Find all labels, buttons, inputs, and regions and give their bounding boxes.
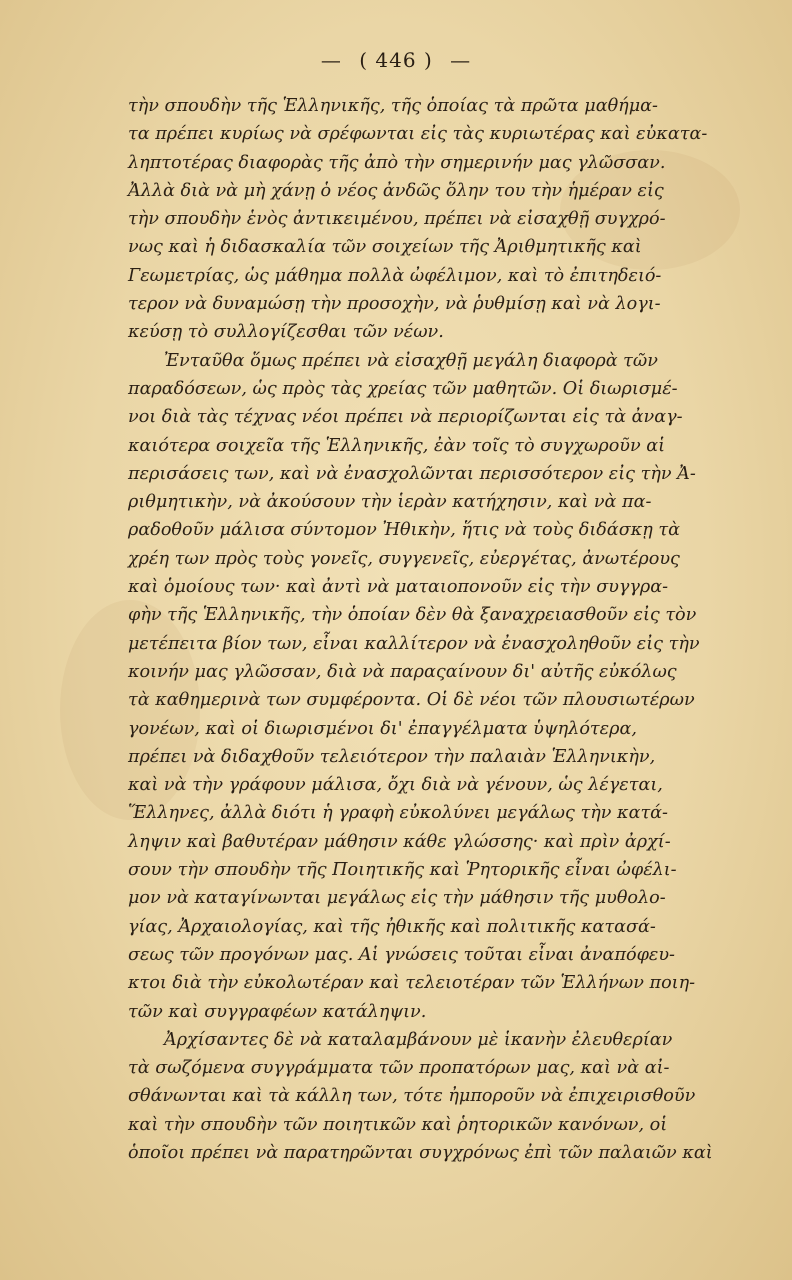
text-line: τῶν καὶ συγγραφέων κατάληψιν. — [128, 1001, 427, 1022]
text-line: τὴν σπουδὴν ἑνὸς ἀντικειμένου, πρέπει νὰ εἰσαχθῇ συγχρό- — [128, 209, 666, 230]
text-line: πρέπει νὰ διδαχθοῦν τελειότερον τὴν παλαιὰν Ἑλληνικὴν, — [128, 746, 656, 767]
text-line: χρέη των πρὸς τοὺς γονεῖς, συγγενεῖς, εὐεργέτας, ἀνωτέρους — [128, 548, 680, 569]
text-line: τὰ καθημερινὰ των συμφέροντα. Οἱ δὲ νέοι τῶν πλουσιωτέρων — [128, 690, 695, 711]
text-line: γονέων, καὶ οἱ διωρισμένοι δι' ἐπαγγέλματα ὑψηλότερα, — [128, 718, 637, 739]
text-line: τὰ σωζόμενα συγγράμματα τῶν προπατόρων μας, καὶ νὰ αἰ- — [128, 1058, 670, 1079]
text-line: ληπτοτέρας διαφορὰς τῆς ἀπὸ τὴν σημερινήν μας γλῶσσαν. — [128, 152, 666, 173]
text-line: καὶ ὁμοίους των· καὶ ἀντὶ νὰ ματαιοπονοῦν εἰς τὴν συγγρα- — [128, 577, 669, 598]
text-line: τα πρέπει κυρίως νὰ σρέφωνται εἰς τὰς κυριωτέρας καὶ εὐκατα- — [128, 124, 708, 145]
folio-dash-right: — — [450, 48, 472, 72]
text-line: Ἐνταῦθα ὅμως πρέπει νὰ εἰσαχθῇ μεγάλη διαφορὰ τῶν — [164, 350, 658, 371]
text-line: κεύσῃ τὸ συλλογίζεσθαι τῶν νέων. — [128, 322, 444, 343]
text-line: σθάνωνται καὶ τὰ κάλλη των, τότε ἠμποροῦν νὰ ἐπιχειρισθοῦν — [128, 1086, 696, 1107]
text-line: φὴν τῆς Ἑλληνικῆς, τὴν ὁποίαν δὲν θὰ ξαναχρειασθοῦν εἰς τὸν — [128, 605, 697, 626]
folio-close-paren: ) — [423, 48, 433, 72]
text-line: καὶ νὰ τὴν γράφουν μάλισα, ὄχι διὰ νὰ γένουν, ὡς λέγεται, — [128, 775, 663, 796]
text-line: τερον νὰ δυναμώσῃ τὴν προσοχὴν, νὰ ῥυθμίσῃ καὶ νὰ λογι- — [128, 294, 661, 315]
text-line: μετέπειτα βίον των, εἶναι καλλίτερον νὰ ἐνασχοληθοῦν εἰς τὴν — [128, 633, 700, 654]
text-line: κτοι διὰ τὴν εὐκολωτέραν καὶ τελειοτέραν τῶν Ἑλλήνων ποιη- — [128, 973, 696, 994]
page-number-header — [0, 48, 792, 72]
text-line: τὴν σπουδὴν τῆς Ἑλληνικῆς, τῆς ὁποίας τὰ πρῶτα μαθήμα- — [128, 96, 658, 116]
text-line: νοι διὰ τὰς τέχνας νέοι πρέπει νὰ περιορίζωνται εἰς τὰ ἀναγ- — [128, 407, 683, 428]
page-number: 446 — [375, 48, 417, 72]
text-line: ληψιν καὶ βαθυτέραν μάθησιν κάθε γλώσσης· καὶ πρὶν ἀρχί- — [128, 831, 671, 852]
text-line: σουν τὴν σπουδὴν τῆς Ποιητικῆς καὶ Ῥητορικῆς εἶναι ὠφέλι- — [128, 860, 677, 881]
text-line: παραδόσεων, ὡς πρὸς τὰς χρείας τῶν μαθητῶν. Οἱ διωρισμέ- — [128, 378, 678, 399]
text-line: Ἀρχίσαντες δὲ νὰ καταλαμβάνουν μὲ ἱκανὴν ἐλευθερίαν — [164, 1029, 673, 1050]
text-line: ραδοθοῦν μάλισα σύντομον Ἠθικὴν, ἥτις νὰ τοὺς διδάσκῃ τὰ — [128, 520, 680, 541]
text-line: ὁποῖοι πρέπει νὰ παρατηρῶνται συγχρόνως ἐπὶ τῶν παλαιῶν καὶ — [128, 1142, 713, 1163]
text-line: κοινήν μας γλῶσσαν, διὰ νὰ παραςαίνουν δι' αὐτῆς εὐκόλως — [128, 661, 677, 682]
text-line: Ἀλλὰ διὰ νὰ μὴ χάνῃ ὁ νέος ἀνδῶς ὅλην του τὴν ἡμέραν εἰς — [128, 180, 664, 201]
text-line: καιότερα σοιχεῖα τῆς Ἑλληνικῆς, ἐὰν τοῖς τὸ συγχωροῦν αἱ — [128, 435, 666, 456]
text-line: Ἕλληνες, ἀλλὰ διότι ἡ γραφὴ εὐκολύνει μεγάλως τὴν κατά- — [128, 803, 669, 824]
text-line: νως καὶ ἡ διδασκαλία τῶν σοιχείων τῆς Ἀριθμητικῆς καὶ — [128, 237, 642, 258]
folio-open-paren: ( — [359, 48, 369, 72]
folio-dash-left: — — [320, 48, 342, 72]
text-line: σεως τῶν προγόνων μας. Αἱ γνώσεις τοῦται εἶναι ἀναπόφευ- — [128, 944, 675, 965]
body-text — [128, 92, 768, 1167]
text-line: καὶ τὴν σπουδὴν τῶν ποιητικῶν καὶ ῥητορικῶν κανόνων, οἱ — [128, 1114, 668, 1135]
text-line: Γεωμετρίας, ὡς μάθημα πολλὰ ὠφέλιμον, καὶ τὸ ἐπιτηδειό- — [128, 265, 662, 286]
text-line: ριθμητικὴν, νὰ ἀκούσουν τὴν ἱερὰν κατήχησιν, καὶ νὰ πα- — [128, 492, 652, 513]
text-line: μον νὰ καταγίνωνται μεγάλως εἰς τὴν μάθησιν τῆς μυθολο- — [128, 888, 666, 909]
text-line: περισάσεις των, καὶ νὰ ἐνασχολῶνται περισσότερον εἰς τὴν Ἀ- — [128, 463, 696, 484]
text-line: γίας, Ἀρχαιολογίας, καὶ τῆς ἠθικῆς καὶ πολιτικῆς κατασά- — [128, 916, 656, 937]
